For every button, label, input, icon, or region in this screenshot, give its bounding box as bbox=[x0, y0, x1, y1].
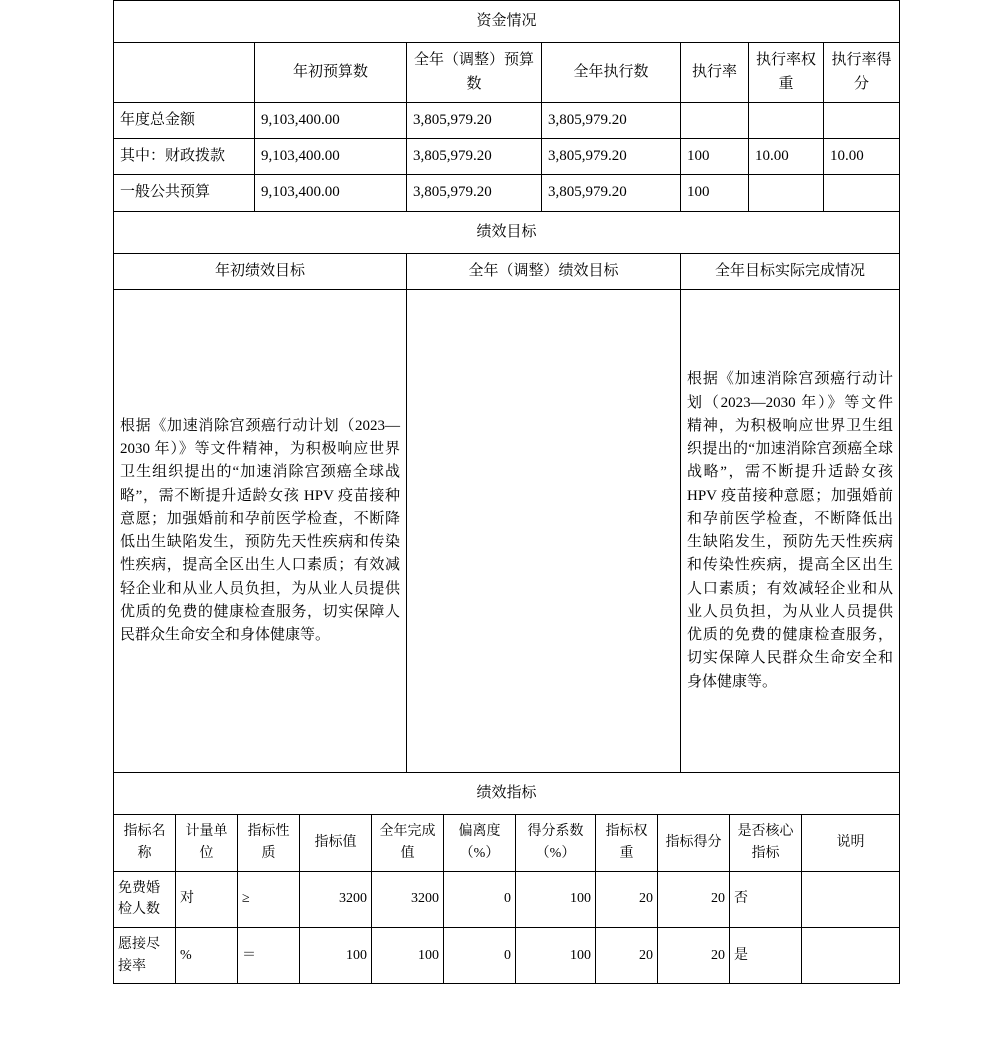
funds-row-label: 年度总金额 bbox=[114, 102, 255, 138]
indicator-core: 否 bbox=[730, 871, 802, 927]
indicator-header-nature: 指标性质 bbox=[238, 815, 300, 871]
indicator-weight: 20 bbox=[596, 928, 658, 984]
goals-content-row bbox=[114, 290, 900, 773]
indicator-actual: 3200 bbox=[372, 871, 444, 927]
indicator-note bbox=[802, 928, 900, 984]
section-title-funds: 资金情况 bbox=[114, 1, 900, 43]
funds-row-weight: 10.00 bbox=[749, 139, 824, 175]
funds-row-score bbox=[824, 175, 900, 211]
funds-row-rate: 100 bbox=[681, 175, 749, 211]
funds-row-adjusted-budget: 3,805,979.20 bbox=[407, 139, 542, 175]
indicator-header-core: 是否核心指标 bbox=[730, 815, 802, 871]
indicator-header-actual: 全年完成值 bbox=[372, 815, 444, 871]
performance-report-table bbox=[113, 0, 900, 815]
indicator-header-note: 说明 bbox=[802, 815, 900, 871]
funds-header-executed: 全年执行数 bbox=[542, 43, 681, 103]
indicator-header-coefficient: 得分系数（%） bbox=[516, 815, 596, 871]
section-title-indicators: 绩效指标 bbox=[114, 773, 900, 815]
funds-row-score bbox=[824, 102, 900, 138]
goals-header-row bbox=[114, 253, 900, 289]
goals-header-actual: 全年目标实际完成情况 bbox=[681, 253, 900, 289]
indicator-coefficient: 100 bbox=[516, 871, 596, 927]
section-title-row-funds bbox=[114, 1, 900, 43]
indicator-header-name: 指标名称 bbox=[114, 815, 176, 871]
table-row bbox=[114, 871, 900, 927]
indicator-unit: % bbox=[176, 928, 238, 984]
funds-row-adjusted-budget: 3,805,979.20 bbox=[407, 175, 542, 211]
funds-header-adjusted-budget: 全年（调整）预算数 bbox=[407, 43, 542, 103]
indicators-header-row bbox=[114, 815, 900, 871]
goals-header-adjusted: 全年（调整）绩效目标 bbox=[407, 253, 681, 289]
section-title-row-indicators bbox=[114, 773, 900, 815]
funds-row-weight bbox=[749, 102, 824, 138]
indicator-nature: ＝ bbox=[238, 928, 300, 984]
funds-row-label: 一般公共预算 bbox=[114, 175, 255, 211]
goals-adjusted-text bbox=[407, 290, 681, 773]
indicator-actual: 100 bbox=[372, 928, 444, 984]
indicator-header-score: 指标得分 bbox=[658, 815, 730, 871]
indicators-table bbox=[113, 814, 900, 984]
funds-header-weight: 执行率权重 bbox=[749, 43, 824, 103]
funds-header-begin-budget: 年初预算数 bbox=[255, 43, 407, 103]
indicator-deviation: 0 bbox=[444, 928, 516, 984]
indicator-header-unit: 计量单位 bbox=[176, 815, 238, 871]
funds-row-weight bbox=[749, 175, 824, 211]
funds-row-begin-budget: 9,103,400.00 bbox=[255, 139, 407, 175]
indicator-score: 20 bbox=[658, 871, 730, 927]
indicator-name: 愿接尽接率 bbox=[114, 928, 176, 984]
funds-row-rate: 100 bbox=[681, 139, 749, 175]
funds-row-rate bbox=[681, 102, 749, 138]
table-row bbox=[114, 102, 900, 138]
indicator-target: 3200 bbox=[300, 871, 372, 927]
goals-actual-text: 根据《加速消除宫颈癌行动计划（2023—2030 年）》等文件精神，为积极响应世界卫生组织提出的“加速消除宫颈癌全球战略”，需不断提升适龄女孩 HPV 疫苗接种意愿；加强婚前和孕前医学检查，不断降低出生缺陷发生，预防先天性疾病和传染性疾病，提高全区出生人口素质；有效减轻企业和从业人员负担，为从业人员提供优质的免费的健康检查服务，切实保障人民群众生命安全和身体健康等。 bbox=[681, 290, 900, 773]
indicator-nature: ≥ bbox=[238, 871, 300, 927]
funds-row-score: 10.00 bbox=[824, 139, 900, 175]
funds-header-row bbox=[114, 43, 900, 103]
indicator-unit: 对 bbox=[176, 871, 238, 927]
indicator-target: 100 bbox=[300, 928, 372, 984]
funds-header-score: 执行率得分 bbox=[824, 43, 900, 103]
funds-header-blank bbox=[114, 43, 255, 103]
table-row bbox=[114, 139, 900, 175]
indicator-header-target: 指标值 bbox=[300, 815, 372, 871]
section-title-row-goals bbox=[114, 211, 900, 253]
indicator-header-weight: 指标权重 bbox=[596, 815, 658, 871]
indicator-name: 免费婚检人数 bbox=[114, 871, 176, 927]
indicator-header-deviation: 偏离度（%） bbox=[444, 815, 516, 871]
indicator-core: 是 bbox=[730, 928, 802, 984]
funds-row-executed: 3,805,979.20 bbox=[542, 102, 681, 138]
indicator-deviation: 0 bbox=[444, 871, 516, 927]
section-title-goals: 绩效目标 bbox=[114, 211, 900, 253]
table-row bbox=[114, 928, 900, 984]
indicator-score: 20 bbox=[658, 928, 730, 984]
funds-row-adjusted-budget: 3,805,979.20 bbox=[407, 102, 542, 138]
funds-row-executed: 3,805,979.20 bbox=[542, 139, 681, 175]
funds-row-label: 其中：财政拨款 bbox=[114, 139, 255, 175]
indicator-weight: 20 bbox=[596, 871, 658, 927]
funds-row-begin-budget: 9,103,400.00 bbox=[255, 102, 407, 138]
funds-row-executed: 3,805,979.20 bbox=[542, 175, 681, 211]
table-row bbox=[114, 175, 900, 211]
indicator-note bbox=[802, 871, 900, 927]
funds-row-begin-budget: 9,103,400.00 bbox=[255, 175, 407, 211]
goals-header-initial: 年初绩效目标 bbox=[114, 253, 407, 289]
funds-header-rate: 执行率 bbox=[681, 43, 749, 103]
indicator-coefficient: 100 bbox=[516, 928, 596, 984]
goals-initial-text: 根据《加速消除宫颈癌行动计划（2023—2030 年）》等文件精神，为积极响应世界卫生组织提出的“加速消除宫颈癌全球战略”，需不断提升适龄女孩 HPV 疫苗接种意愿；加强婚前和孕前医学检查，不断降低出生缺陷发生，预防先天性疾病和传染性疾病，提高全区出生人口素质；有效减轻企业和从业人员负担，为从业人员提供优质的免费的健康检查服务，切实保障人民群众生命安全和身体健康等。 bbox=[114, 290, 407, 773]
